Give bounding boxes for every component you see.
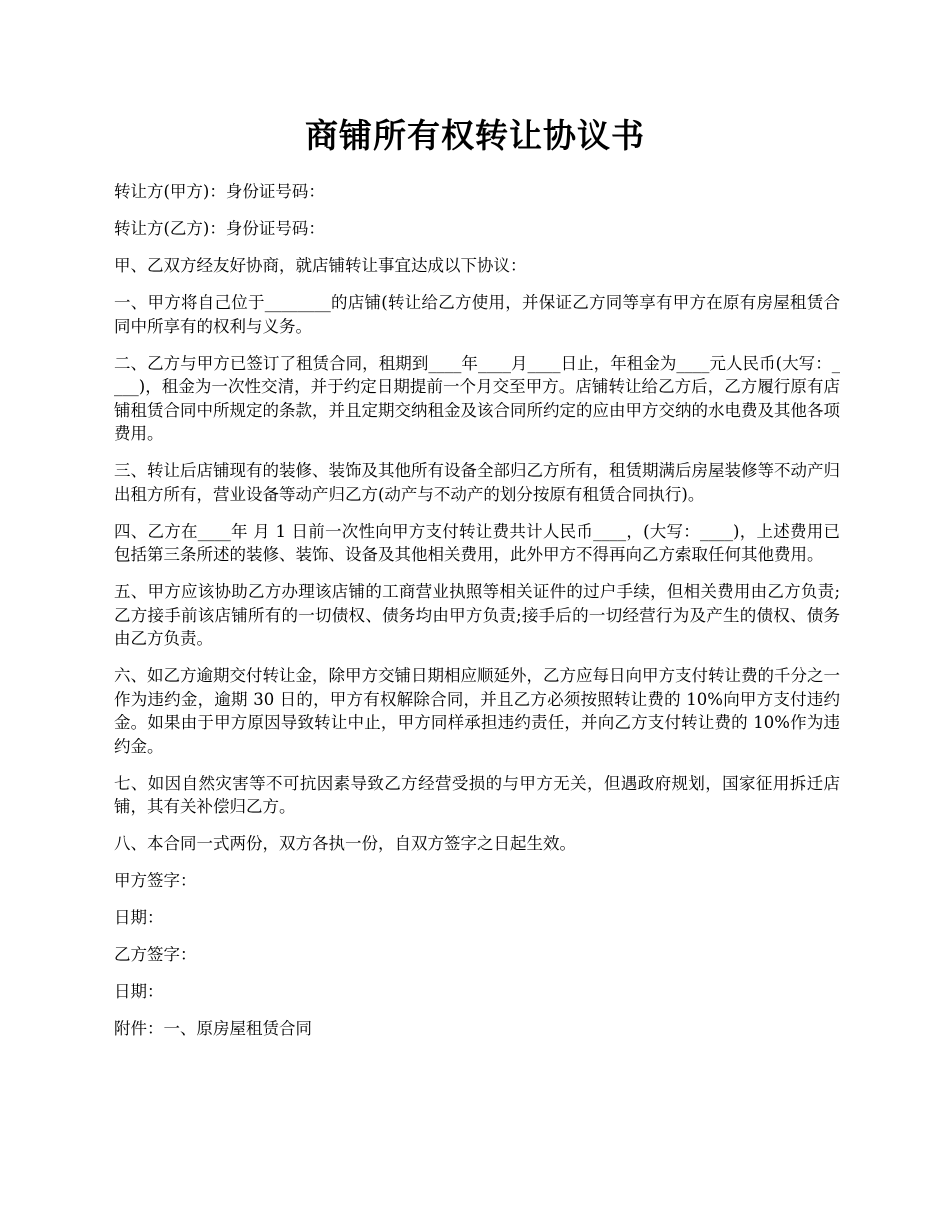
clause-6: 六、如乙方逾期交付转让金，除甲方交铺日期相应顺延外，乙方应每日向甲方支付转让费的千分之一作为违约金，逾期 30 日的，甲方有权解除合同，并且乙方必须按照转让费的 10%向甲方支付违约金。如果由于甲方原因导致转让中止，甲方同样承担违约责任，并向乙方支付转让费的 10%作为违约金。: [114, 666, 840, 756]
clause-8: 八、本合同一式两份，双方各执一份，自双方签字之日起生效。: [114, 834, 576, 853]
clause-4: 四、乙方在____年 月 1 日前一次性向甲方支付转让费共计人民币____，(大写：____)，上述费用已包括第三条所述的装修、装饰、设备及其他相关费用，此外甲方不得再向乙方索取任何其他费用。: [114, 521, 840, 564]
clause-5: 五、甲方应该协助乙方办理该店铺的工商营业执照等相关证件的过户手续，但相关费用由乙方负责;乙方接手前该店铺所有的一切债权、债务均由甲方负责;接手后的一切经营行为及产生的债权、债务由乙方负责。: [114, 582, 840, 648]
party-b-line: 转让方(乙方)：身份证号码：: [114, 219, 325, 238]
clause-2: 二、乙方与甲方已签订了租赁合同，租期到____年____月____日止，年租金为____元人民币(大写：____)，租金为一次性交清，并于约定日期提前一个月交至甲方。店铺转让给乙方后，乙方履行原有店铺租赁合同中所规定的条款，并且定期交纳租金及该合同所约定的应由甲方交纳的水电费及其他各项费用。: [114, 353, 840, 443]
document-body: [114, 180, 840, 1054]
party-a-date: 日期：: [114, 908, 164, 927]
clause-3: 三、转让后店铺现有的装修、装饰及其他所有设备全部归乙方所有，租赁期满后房屋装修等不动产归出租方所有，营业设备等动产归乙方(动产与不动产的划分按原有租赁合同执行)。: [114, 461, 840, 504]
document-title: 商铺所有权转让协议书: [305, 116, 645, 155]
attachment-line: 附件：一、原房屋租赁合同: [114, 1019, 312, 1038]
party-a-line: 转让方(甲方)：身份证号码：: [114, 182, 325, 201]
clause-7: 七、如因自然灾害等不可抗因素导致乙方经营受损的与甲方无关，但遇政府规划，国家征用拆迁店铺，其有关补偿归乙方。: [114, 773, 840, 816]
clause-1: 一、甲方将自己位于________的店铺(转让给乙方使用，并保证乙方同等享有甲方在原有房屋租赁合同中所享有的权利与义务。: [114, 293, 840, 336]
party-b-signature: 乙方签字：: [114, 945, 197, 964]
agreement-intro: 甲、乙双方经友好协商，就店铺转让事宜达成以下协议：: [114, 256, 527, 275]
party-b-date: 日期：: [114, 982, 164, 1001]
party-a-signature: 甲方签字：: [114, 871, 197, 890]
